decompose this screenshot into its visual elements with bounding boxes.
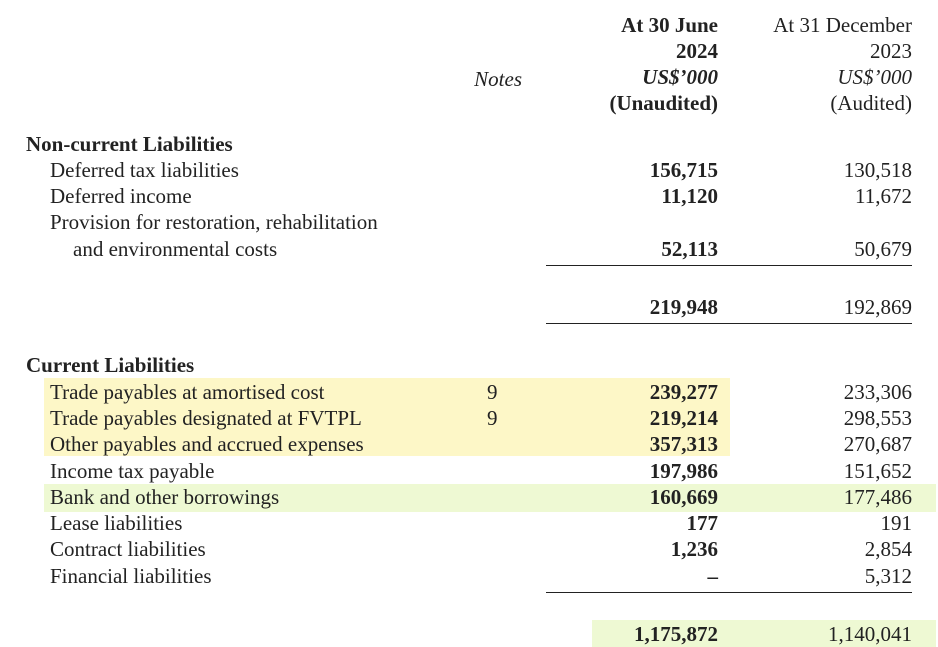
notes-header: Notes: [474, 67, 522, 91]
col2-header-line2: 2023: [870, 39, 912, 63]
row-value-2023: 2,854: [864, 537, 912, 561]
row-value-2024: 177: [686, 511, 718, 535]
row-label: Trade payables at amortised cost: [50, 380, 325, 404]
noncurrent-subtotal-rule: [546, 265, 912, 266]
row-label: Contract liabilities: [50, 537, 206, 561]
row-value-2024: 1,236: [670, 537, 718, 561]
row-label: Lease liabilities: [50, 511, 183, 535]
row-value-2023: 130,518: [843, 158, 912, 182]
current-subtotal-rule: [546, 592, 912, 593]
row-label: Financial liabilities: [50, 564, 212, 588]
row-value-2023: 233,306: [843, 380, 912, 404]
noncurrent-total-2023: 192,869: [843, 295, 912, 319]
row-label: Provision for restoration, rehabilitation: [50, 210, 378, 234]
row-value-2023: 11,672: [855, 184, 912, 208]
row-value-2023: 270,687: [843, 432, 912, 456]
row-label: Income tax payable: [50, 459, 215, 483]
row-value-2024: 11,120: [661, 184, 718, 208]
noncurrent-total-rule: [546, 323, 912, 324]
col1-header-status: (Unaudited): [609, 91, 718, 115]
row-value-2023: 298,553: [843, 406, 912, 430]
col1-header-unit: US$’000: [642, 65, 718, 89]
row-label: Deferred tax liabilities: [50, 158, 239, 182]
col2-header-line1: At 31 December: [773, 13, 912, 37]
row-value-2023: 177,486: [843, 485, 912, 509]
row-label: Other payables and accrued expenses: [50, 432, 364, 456]
current-section-title: Current Liabilities: [26, 353, 195, 377]
row-value-2024: 197,986: [649, 459, 718, 483]
row-note: 9: [487, 380, 498, 404]
noncurrent-total-2024: 219,948: [649, 295, 718, 319]
current-total-2023: 1,140,041: [828, 622, 912, 646]
row-value-2023: 151,652: [843, 459, 912, 483]
row-value-2023: 50,679: [854, 237, 912, 261]
row-value-2024: 156,715: [649, 158, 718, 182]
row-value-2024: –: [707, 564, 718, 588]
row-value-2023: 191: [880, 511, 912, 535]
row-value-2024: 160,669: [649, 485, 718, 509]
current-total-2024: 1,175,872: [634, 622, 718, 646]
row-value-2024: 357,313: [649, 432, 718, 456]
col1-header-line1: At 30 June: [621, 13, 718, 37]
row-label: and environmental costs: [73, 237, 278, 261]
row-value-2024: 239,277: [649, 380, 718, 404]
row-label: Trade payables designated at FVTPL: [50, 406, 362, 430]
row-value-2023: 5,312: [864, 564, 912, 588]
col1-header-line2: 2024: [676, 39, 718, 63]
row-value-2024: 52,113: [661, 237, 718, 261]
col2-header-unit: US$’000: [837, 65, 912, 89]
row-value-2024: 219,214: [649, 406, 718, 430]
row-label: Deferred income: [50, 184, 192, 208]
row-note: 9: [487, 406, 498, 430]
noncurrent-section-title: Non-current Liabilities: [26, 132, 233, 156]
col2-header-status: (Audited): [830, 91, 912, 115]
row-label: Bank and other borrowings: [50, 485, 280, 509]
